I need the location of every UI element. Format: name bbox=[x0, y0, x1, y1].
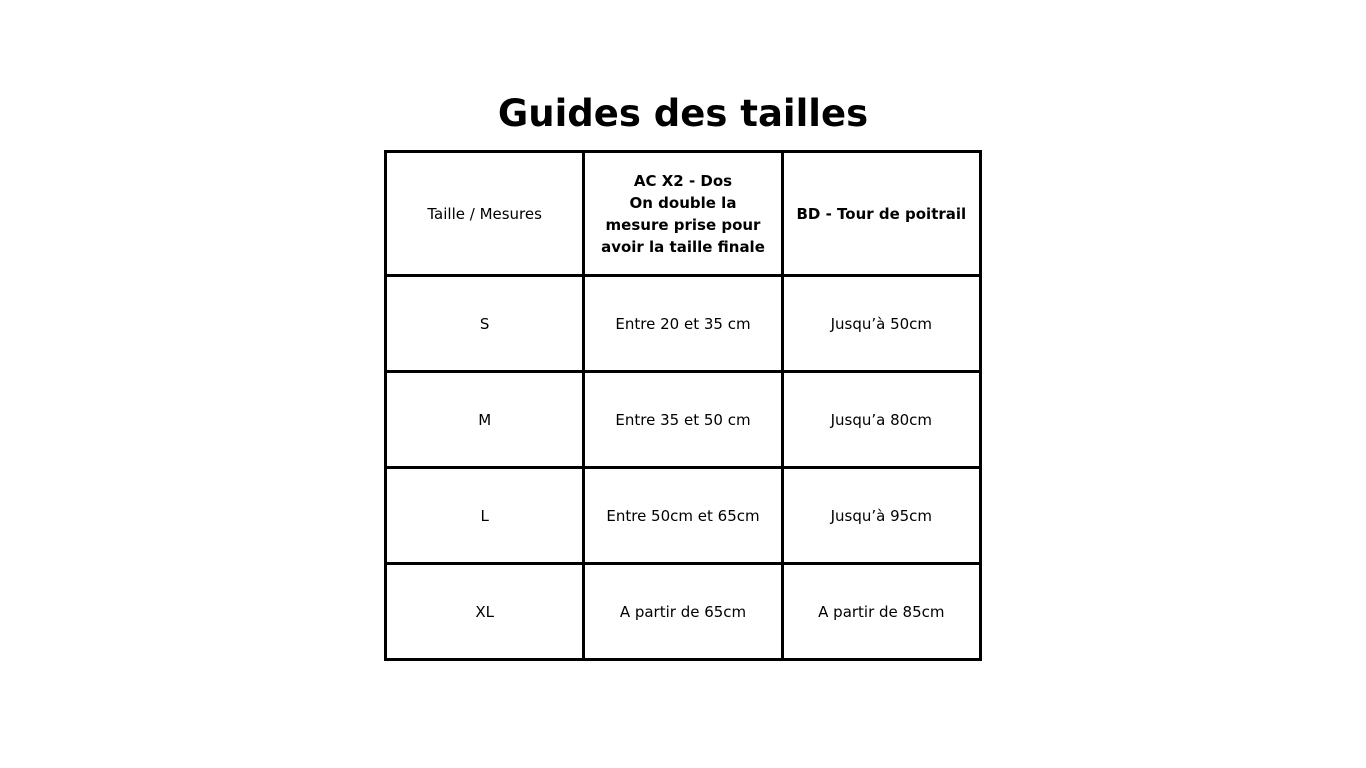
table-row bbox=[386, 564, 981, 660]
header-cell-back bbox=[584, 152, 782, 276]
table-row bbox=[386, 468, 981, 564]
table-header-row bbox=[386, 152, 981, 276]
header-cell-chest: BD - Tour de poitrail bbox=[782, 152, 980, 276]
cell-size: M bbox=[386, 372, 584, 468]
size-guide-table bbox=[384, 150, 982, 661]
header-back-line: mesure prise pour bbox=[605, 215, 761, 234]
cell-back: Entre 20 et 35 cm bbox=[584, 276, 782, 372]
header-cell-size: Taille / Mesures bbox=[386, 152, 584, 276]
cell-back: A partir de 65cm bbox=[584, 564, 782, 660]
cell-back: Entre 35 et 50 cm bbox=[584, 372, 782, 468]
cell-size: S bbox=[386, 276, 584, 372]
cell-size: L bbox=[386, 468, 584, 564]
table-row bbox=[386, 276, 981, 372]
cell-chest: Jusqu’à 95cm bbox=[782, 468, 980, 564]
header-back-line: avoir la taille finale bbox=[601, 237, 765, 256]
cell-chest: A partir de 85cm bbox=[782, 564, 980, 660]
page-title: Guides des tailles bbox=[497, 92, 869, 135]
cell-back: Entre 50cm et 65cm bbox=[584, 468, 782, 564]
header-back-line: AC X2 - Dos bbox=[633, 171, 733, 190]
cell-size: XL bbox=[386, 564, 584, 660]
header-back-line: On double la bbox=[629, 193, 737, 212]
cell-chest: Jusqu’à 50cm bbox=[782, 276, 980, 372]
table-row bbox=[386, 372, 981, 468]
cell-chest: Jusqu’a 80cm bbox=[782, 372, 980, 468]
